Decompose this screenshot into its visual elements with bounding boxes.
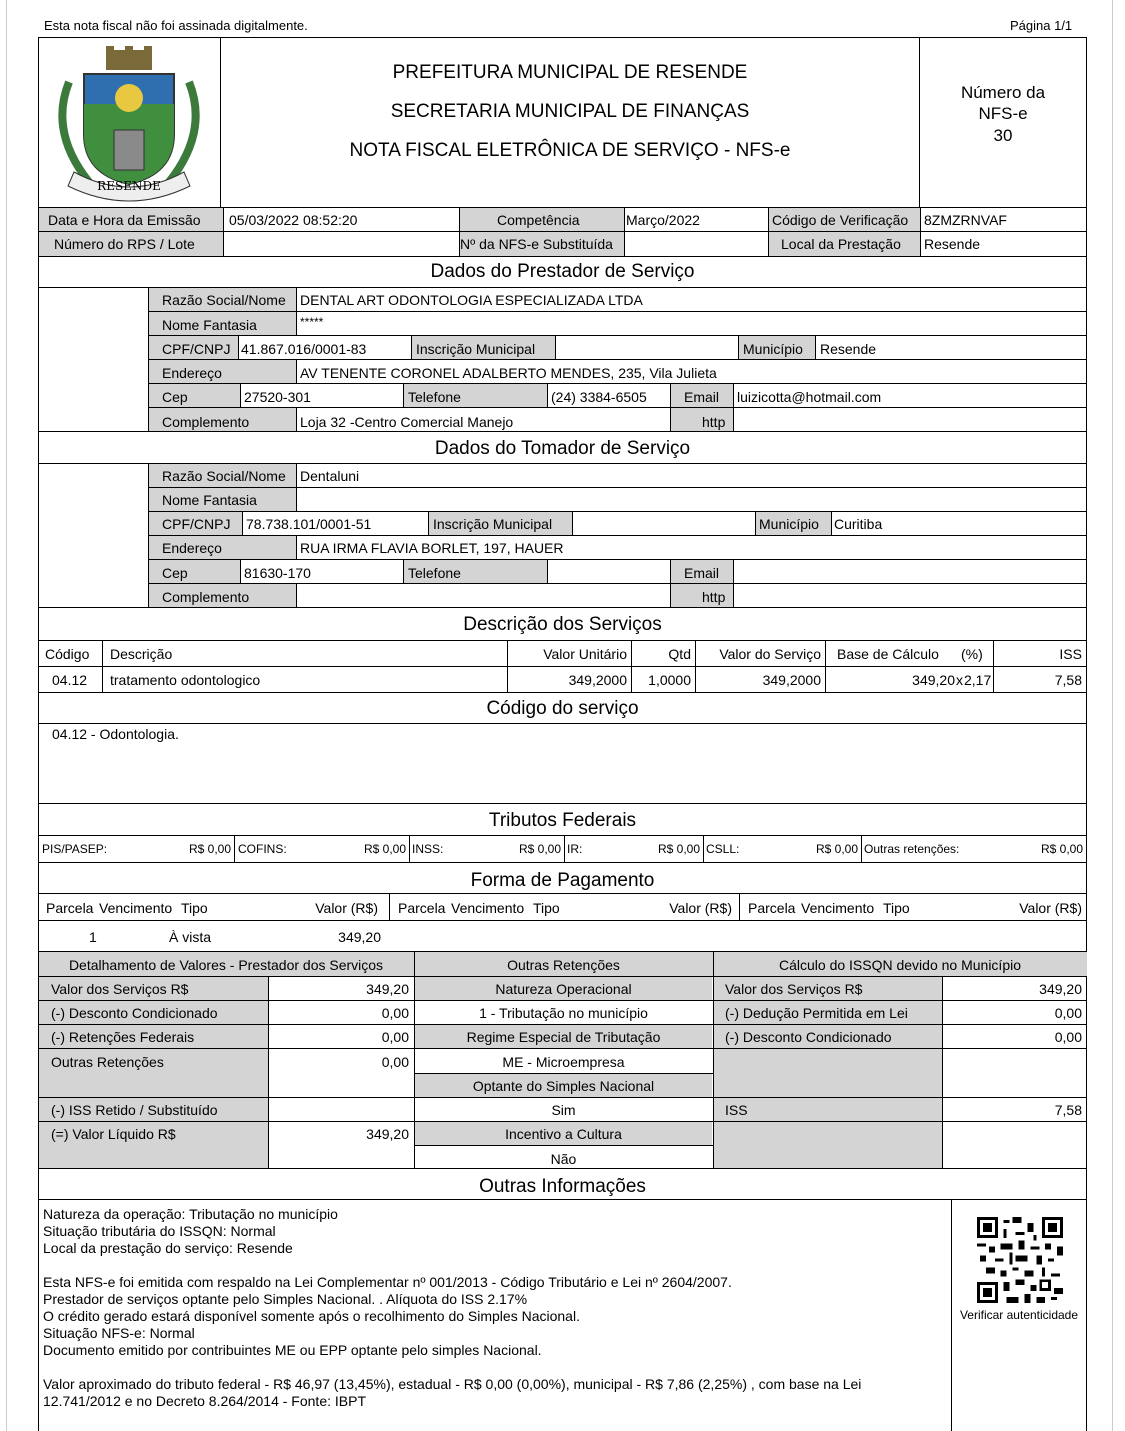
- servico-descricao: tratamento odontologico: [110, 672, 261, 688]
- outras-retencoes-label: Outras retenções:: [864, 842, 960, 856]
- tomador-cep: 81630-170: [244, 565, 311, 581]
- prestador-cep: 27520-301: [244, 389, 311, 405]
- qr-code-icon[interactable]: [977, 1217, 1063, 1303]
- col-qtd: Qtd: [668, 646, 691, 662]
- valor-liquido-label: (=) Valor Líquido R$: [51, 1126, 176, 1142]
- servicos-title: Descrição dos Serviços: [463, 614, 662, 635]
- valor-servicos: 349,20: [366, 981, 409, 997]
- verificar-autenticidade-link[interactable]: Verificar autenticidade: [959, 1308, 1079, 1322]
- desconto-cond: 0,00: [381, 1005, 409, 1021]
- tomador-cep-label: Cep: [162, 565, 188, 581]
- prestador-email-label: Email: [684, 389, 720, 405]
- tomador-razao-label: Razão Social/Nome: [162, 468, 286, 484]
- outras-info-title: Outras Informações: [479, 1176, 646, 1197]
- tomador-endereco-label: Endereço: [162, 540, 222, 556]
- iss-desconto: 0,00: [1054, 1029, 1082, 1045]
- prestador-title: Dados do Prestador de Serviço: [430, 261, 695, 282]
- col-codigo: Código: [45, 646, 90, 662]
- servico-base: 349,20: [912, 672, 955, 688]
- ir-value: R$ 0,00: [657, 842, 700, 856]
- outras-retencoes-title: Outras Retenções: [507, 957, 620, 973]
- simples: Sim: [551, 1102, 576, 1118]
- simples-label: Optante do Simples Nacional: [472, 1078, 655, 1094]
- col-valor-servico: Valor do Serviço: [719, 646, 821, 662]
- tributos-title: Tributos Federais: [488, 810, 637, 831]
- prestador-inscricao-label: Inscrição Municipal: [416, 341, 536, 357]
- inss-label: INSS:: [412, 842, 444, 856]
- local-prestacao-label: Local da Prestação: [781, 236, 901, 252]
- col-base-calculo: Base de Cálculo: [837, 646, 939, 662]
- page-edge-right: [1112, 0, 1113, 1431]
- tomador-endereco: RUA IRMA FLAVIA BORLET, 197, HAUER: [300, 540, 564, 556]
- detalhamento-title: Detalhamento de Valores - Prestador dos Serviços: [68, 957, 384, 973]
- numero-label-1: Número da: [960, 83, 1046, 102]
- cultura: Não: [550, 1151, 577, 1167]
- deducao: 0,00: [1054, 1005, 1082, 1021]
- tomador-title: Dados do Tomador de Serviço: [434, 438, 691, 459]
- inss-value: R$ 0,00: [518, 842, 561, 856]
- valor-liquido: 349,20: [366, 1126, 409, 1142]
- codigo-servico-title: Código do serviço: [486, 698, 639, 719]
- tomador-inscricao-label: Inscrição Municipal: [433, 516, 553, 532]
- prestador-complemento-label: Complemento: [162, 414, 250, 430]
- tomador-telefone-label: Telefone: [408, 565, 461, 581]
- tomador-http-label: http: [702, 589, 726, 605]
- numero-label-2: NFS-e: [978, 104, 1028, 123]
- natureza-label: Natureza Operacional: [495, 981, 632, 997]
- tomador-complemento-label: Complemento: [162, 589, 250, 605]
- iss-desconto-label: (-) Desconto Condicionado: [725, 1029, 892, 1045]
- codigo-servico-text: 04.12 - Odontologia.: [52, 726, 179, 742]
- header-line-3: NOTA FISCAL ELETRÔNICA DE SERVIÇO - NFS-e: [349, 140, 791, 161]
- prestador-cpf: 41.867.016/0001-83: [241, 341, 367, 357]
- tomador-cpf-label: CPF/CNPJ: [162, 516, 231, 532]
- pis-label: PIS/PASEP:: [42, 842, 108, 856]
- iss-valor-servicos-label: Valor dos Serviços R$: [725, 981, 863, 997]
- col-pct: (%): [961, 646, 983, 662]
- tomador-cpf: 78.738.101/0001-51: [246, 516, 372, 532]
- issqn-title: Cálculo do ISSQN devido no Município: [778, 957, 1022, 973]
- servico-pct: 2,17: [964, 672, 992, 688]
- coat-of-arms-logo: [44, 42, 214, 202]
- cofins-label: COFINS:: [238, 842, 287, 856]
- pag-vencimento-3: Vencimento: [801, 900, 875, 916]
- prestador-email: luizicotta@hotmail.com: [737, 389, 882, 405]
- servico-qtd: 1,0000: [648, 672, 691, 688]
- prestador-municipio: Resende: [820, 341, 877, 357]
- unsigned-note: Esta nota fiscal não foi assinada digitalmente.: [44, 18, 308, 33]
- header-line-1: PREFEITURA MUNICIPAL DE RESENDE: [392, 62, 748, 83]
- deducao-label: (-) Dedução Permitida em Lei: [725, 1005, 908, 1021]
- pag-parcela-2: Parcela: [398, 900, 446, 916]
- outras-ret: 0,00: [381, 1054, 409, 1070]
- pag-valor-1: Valor (R$): [315, 900, 378, 916]
- iss-label: ISS: [725, 1102, 748, 1118]
- cofins-value: R$ 0,00: [363, 842, 406, 856]
- header-line-2: SECRETARIA MUNICIPAL DE FINANÇAS: [390, 101, 750, 122]
- prestador-fantasia-label: Nome Fantasia: [162, 317, 257, 333]
- prestador-cpf-label: CPF/CNPJ: [162, 341, 231, 357]
- valor-servicos-label: Valor dos Serviços R$: [51, 981, 189, 997]
- codigo-verificacao: 8ZMZRNVAF: [924, 212, 1007, 228]
- pag-row-tipo: À vista: [169, 929, 212, 945]
- pag-vencimento-1: Vencimento: [99, 900, 173, 916]
- servico-valor-servico: 349,2000: [762, 672, 821, 688]
- pag-tipo-2: Tipo: [533, 900, 560, 916]
- svg-text:RESENDE: RESENDE: [97, 179, 161, 193]
- pag-tipo-1: Tipo: [181, 900, 208, 916]
- iss-retido-label: (-) ISS Retido / Substituído: [51, 1102, 218, 1118]
- col-descricao: Descrição: [110, 646, 173, 662]
- desconto-cond-label: (-) Desconto Condicionado: [51, 1005, 218, 1021]
- prestador-razao: DENTAL ART ODONTOLOGIA ESPECIALIZADA LTDA: [300, 292, 643, 308]
- tomador-municipio: Curitiba: [834, 516, 883, 532]
- iss-valor: 7,58: [1054, 1102, 1082, 1118]
- prestador-endereco: AV TENENTE CORONEL ADALBERTO MENDES, 235, Vila Julieta: [300, 365, 717, 381]
- page-number: Página 1/1: [1010, 18, 1073, 33]
- nfse-number: 30: [993, 126, 1013, 145]
- competencia: Março/2022: [626, 212, 700, 228]
- ir-label: IR:: [567, 842, 583, 856]
- csll-value: R$ 0,00: [815, 842, 858, 856]
- pag-valor-3: Valor (R$): [1019, 900, 1082, 916]
- retencoes-federais: 0,00: [381, 1029, 409, 1045]
- col-valor-unitario: Valor Unitário: [543, 646, 627, 662]
- prestador-http-label: http: [702, 414, 726, 430]
- col-iss: ISS: [1059, 646, 1082, 662]
- pag-row-valor: 349,20: [338, 929, 381, 945]
- outras-ret-label: Outras Retenções: [51, 1054, 164, 1070]
- outras-retencoes-value: R$ 0,00: [1040, 842, 1083, 856]
- data-emissao: 05/03/2022 08:52:20: [229, 212, 358, 228]
- codigo-verificacao-label: Código de Verificação: [772, 212, 909, 228]
- tomador-email-label: Email: [684, 565, 720, 581]
- prestador-municipio-label: Município: [743, 341, 803, 357]
- prestador-complemento: Loja 32 -Centro Comercial Manejo: [300, 414, 514, 430]
- pag-parcela-3: Parcela: [748, 900, 796, 916]
- local-prestacao: Resende: [924, 236, 981, 252]
- prestador-cep-label: Cep: [162, 389, 188, 405]
- regime: ME - Microempresa: [502, 1054, 625, 1070]
- outras-info-text: Natureza da operação: Tributação no município Situação tributária do ISSQN: Normal Local da prestação do serviço: Resende Esta NFS-e foi emitida com respaldo na Lei Complementar nº 001/2013 - Código Tributário e Lei nº 2604/2007. Prestador de serviços optante pelo Simples Nacional. . Alíquota do ISS 2.17% O crédito gerado estará disponível somente após o recolhimento do Simples Nacional. Situação NFS-e: Normal Documento emitido por contribuintes ME ou EPP optante pelo simples Nacional. Valor aproximado do tributo federal - R$ 46,97 (13,45%), estadual - R$ 0,00 (0,00%), municipal - R$ 7,86 (2,25%) , com base na Lei 12.741/2012 e no Decreto 8.264/2014 - Fonte: IBPT: [43, 1206, 862, 1409]
- competencia-label: Competência: [497, 212, 580, 228]
- pag-row-parcela: 1: [89, 929, 97, 945]
- pis-value: R$ 0,00: [188, 842, 231, 856]
- servico-codigo: 04.12: [52, 672, 88, 688]
- pag-vencimento-2: Vencimento: [451, 900, 525, 916]
- page-edge-left: [6, 0, 7, 1431]
- tomador-razao: Dentaluni: [300, 468, 360, 484]
- prestador-endereco-label: Endereço: [162, 365, 222, 381]
- prestador-fantasia: *****: [300, 315, 324, 329]
- csll-label: CSLL:: [706, 842, 740, 856]
- tomador-municipio-label: Município: [759, 516, 819, 532]
- iss-valor-servicos: 349,20: [1039, 981, 1082, 997]
- pag-parcela-1: Parcela: [46, 900, 94, 916]
- prestador-razao-label: Razão Social/Nome: [162, 292, 286, 308]
- data-emissao-label: Data e Hora da Emissão: [48, 212, 201, 228]
- prestador-telefone: (24) 3384-6505: [551, 389, 647, 405]
- cultura-label: Incentivo a Cultura: [505, 1126, 622, 1142]
- retencoes-federais-label: (-) Retenções Federais: [51, 1029, 195, 1045]
- regime-label: Regime Especial de Tributação: [466, 1029, 661, 1045]
- tomador-fantasia-label: Nome Fantasia: [162, 492, 257, 508]
- natureza: 1 - Tributação no município: [479, 1005, 648, 1021]
- servico-x: x: [956, 672, 963, 688]
- rps-label: Número do RPS / Lote: [54, 236, 195, 252]
- servico-iss: 7,58: [1054, 672, 1082, 688]
- pagamento-title: Forma de Pagamento: [470, 870, 655, 891]
- pag-tipo-3: Tipo: [883, 900, 910, 916]
- pag-valor-2: Valor (R$): [669, 900, 732, 916]
- prestador-telefone-label: Telefone: [408, 389, 461, 405]
- servico-valor-unitario: 349,2000: [568, 672, 627, 688]
- substituida-label: Nº da NFS-e Substituída: [460, 236, 613, 252]
